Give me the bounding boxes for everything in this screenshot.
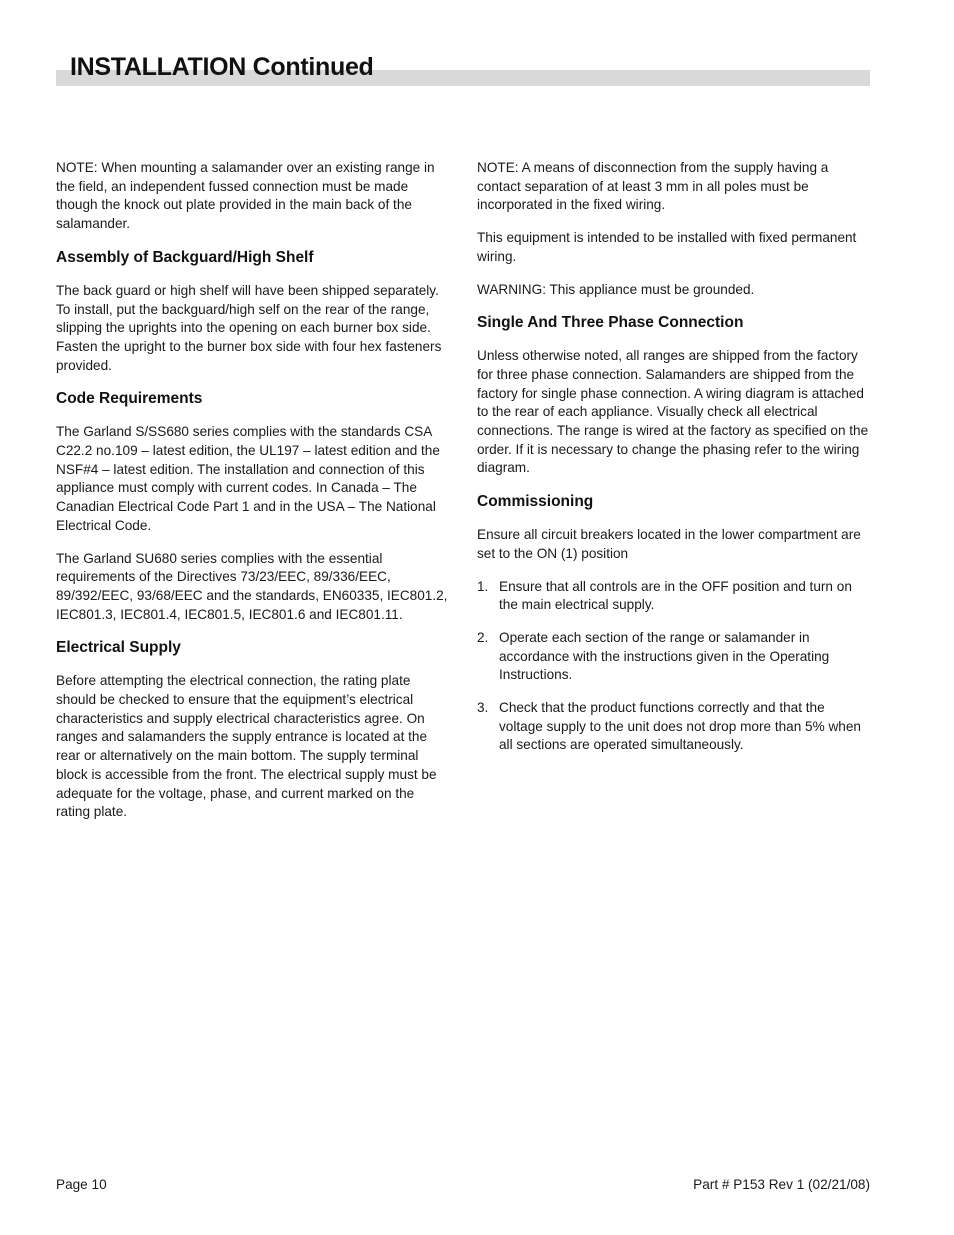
step-text: Ensure that all controls are in the OFF position and turn on the main electrical supply. bbox=[499, 578, 852, 613]
list-item bbox=[477, 699, 872, 755]
part-number: Part # P153 Rev 1 (02/21/08) bbox=[693, 1177, 870, 1192]
step-text: Check that the product functions correctly and that the voltage supply to the unit does not drop more than 5% when all sections are operated simultaneously. bbox=[499, 700, 861, 753]
code-heading: Code Requirements bbox=[56, 390, 203, 408]
commissioning-heading: Commissioning bbox=[477, 493, 594, 511]
step-text: Operate each section of the range or salamander in accordance with the instructions given in the Operating Instructions. bbox=[499, 629, 830, 683]
commissioning-intro: Ensure all circuit breakers located in the lower compartment are set to the ON (1) position bbox=[477, 527, 861, 561]
list-item bbox=[477, 578, 872, 615]
page-title: INSTALLATION Continued bbox=[70, 53, 374, 81]
electrical-text: Before attempting the electrical connection, the rating plate should be checked to ensure that the equipment’s electrical characteristics and supply electrical characteristics agree. On ranges and salamanders the supply entrance is located at the rear or alternatively on the main bottom. The supply terminal block is accessible from the front. The electrical supply must be adequate for the voltage, phase, and current marked on the rating plate. bbox=[56, 673, 437, 820]
electrical-heading: Electrical Supply bbox=[56, 639, 181, 657]
step-number: 2. bbox=[477, 629, 489, 645]
page-number: Page 10 bbox=[56, 1177, 107, 1192]
disconnection-note: NOTE: A means of disconnection from the supply having a contact separation of at least 3 mm in all poles must be incorporated in the fixed wiring. bbox=[477, 160, 829, 213]
right-column bbox=[477, 159, 872, 769]
backguard-text: The back guard or high shelf will have been shipped separately. To install, put the backguard/high self on the rear of the range, slipping the uprights into the opening on each burner box side. Fasten the upright to the burner box side with four hex fasteners provided. bbox=[56, 282, 442, 373]
commissioning-steps bbox=[477, 578, 872, 756]
fixed-wiring-text: This equipment is intended to be installed with fixed permanent wiring. bbox=[477, 230, 857, 264]
code-text-csa: The Garland S/SS680 series complies with the standards CSA C22.2 no.109 – latest edition, the UL197 – latest edition and the NSF#4 – latest edition. The installation and connection of this appliance must comply with current codes. In Canada – The Canadian Electrical Code Part 1 and in the USA – The National Electrical Code. bbox=[56, 424, 440, 533]
step-number: 3. bbox=[477, 700, 489, 716]
list-item bbox=[477, 629, 872, 685]
backguard-heading: Assembly of Backguard/High Shelf bbox=[56, 248, 314, 266]
phase-text: Unless otherwise noted, all ranges are shipped from the factory for three phase connection. Salamanders are shipped from the factory for single phase connection. A wiring diagram is attached to the rear of each appliance. Visually check all electrical connections. The range is wired at the factory as specified on the order. If it is necessary to change the phasing refer to the wiring diagram. bbox=[477, 348, 869, 476]
phase-heading: Single And Three Phase Connection bbox=[477, 314, 744, 332]
mounting-note: NOTE: When mounting a salamander over an existing range in the field, an independent fussed connection must be made though the knock out plate provided in the main back of the salamander. bbox=[56, 160, 435, 232]
step-number: 1. bbox=[477, 578, 489, 594]
code-text-eec: The Garland SU680 series complies with the essential requirements of the Directives 73/23/EEC, 89/336/EEC, 89/392/EEC, 93/68/EEC and the standards, EN60335, IEC801.2, IEC801.3, IEC801.4, IEC801.5, IEC801.6 and IEC801.11. bbox=[56, 550, 448, 622]
grounding-warning: WARNING: This appliance must be grounded. bbox=[477, 281, 755, 297]
left-column bbox=[56, 159, 451, 836]
